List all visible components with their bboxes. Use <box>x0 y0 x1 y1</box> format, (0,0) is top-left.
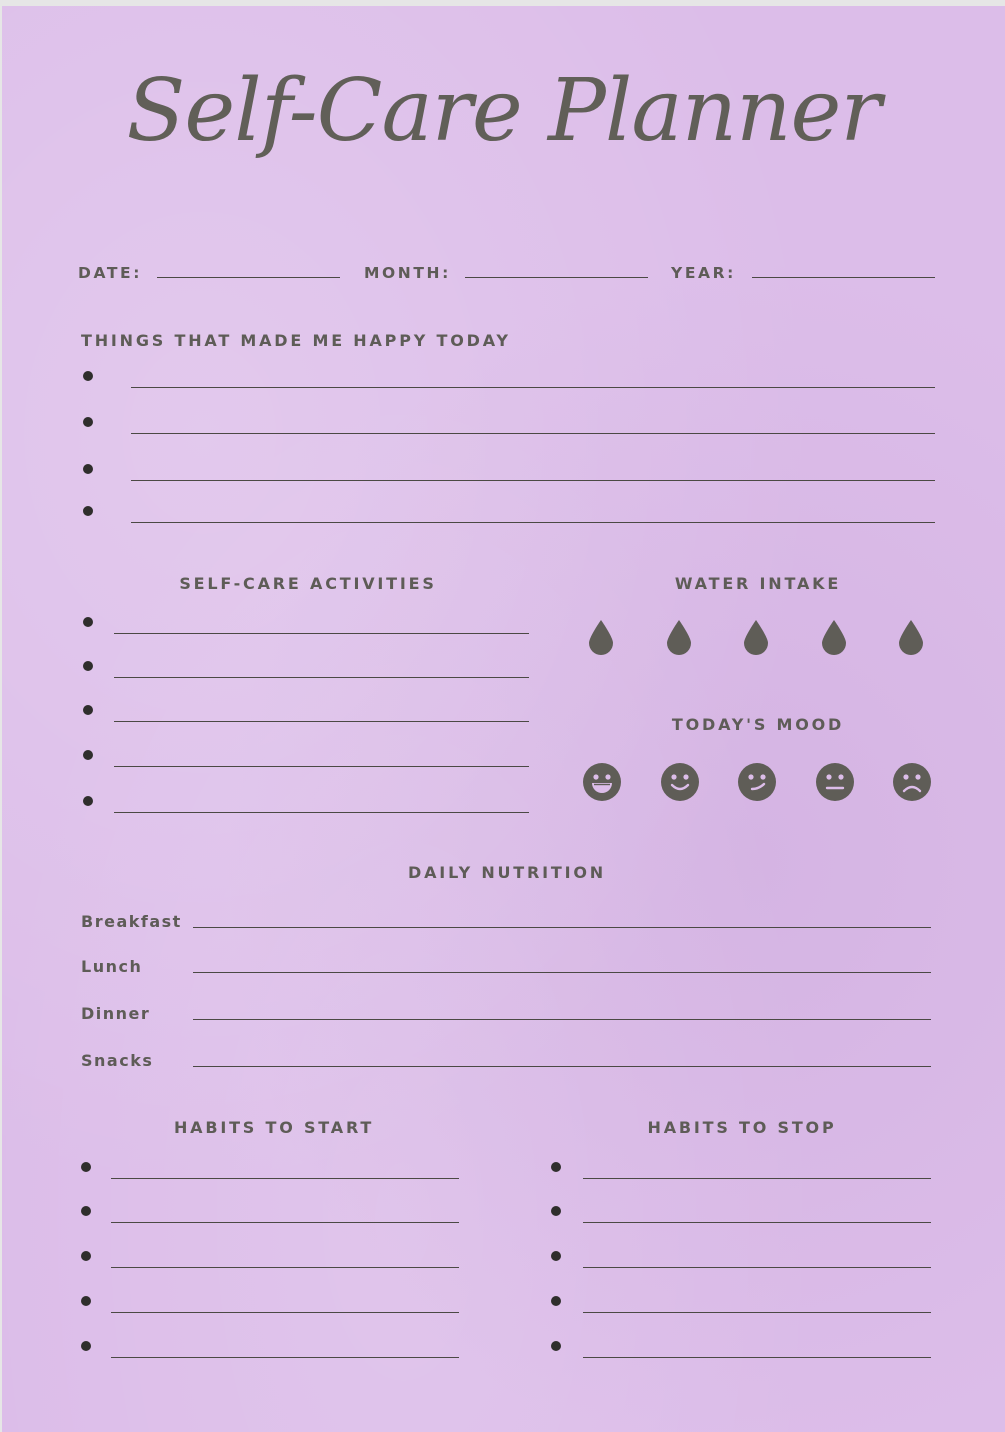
habit-start-item-line[interactable] <box>111 1222 459 1223</box>
happy-item-bullet <box>83 371 93 381</box>
habits-start-heading: HABITS TO START <box>173 1118 375 1137</box>
happy-item-line[interactable] <box>131 387 935 388</box>
frowning-face-icon[interactable] <box>892 762 932 802</box>
habit-start-item-bullet <box>81 1162 91 1172</box>
grinning-face-icon[interactable] <box>582 762 622 802</box>
habit-start-item-bullet <box>81 1206 91 1216</box>
activity-item-line[interactable] <box>114 677 529 678</box>
happy-item-line[interactable] <box>131 522 935 523</box>
activity-item-line[interactable] <box>114 812 529 813</box>
habit-stop-item-line[interactable] <box>583 1178 931 1179</box>
habit-stop-item-line[interactable] <box>583 1312 931 1313</box>
meal-line-breakfast[interactable] <box>193 927 931 928</box>
month-label: MONTH: <box>364 264 451 282</box>
date-label: DATE: <box>78 264 143 282</box>
meal-label-dinner: Dinner <box>81 1004 151 1023</box>
water-drop-icon[interactable] <box>665 619 693 655</box>
habit-start-item-line[interactable] <box>111 1312 459 1313</box>
water-heading: WATER INTAKE <box>674 574 842 593</box>
activity-item-line[interactable] <box>114 633 529 634</box>
habit-start-item-line[interactable] <box>111 1267 459 1268</box>
activity-item-bullet <box>83 617 93 627</box>
habit-stop-item-bullet <box>551 1162 561 1172</box>
habit-start-item-line[interactable] <box>111 1357 459 1358</box>
water-drop-icon[interactable] <box>742 619 770 655</box>
habit-start-item-bullet <box>81 1341 91 1351</box>
nutrition-heading: DAILY NUTRITION <box>408 863 606 882</box>
happy-item-bullet <box>83 417 93 427</box>
meal-line-dinner[interactable] <box>193 1019 931 1020</box>
water-drop-icon[interactable] <box>820 619 848 655</box>
activity-item-line[interactable] <box>114 766 529 767</box>
meal-label-snacks: Snacks <box>81 1051 154 1070</box>
smirking-face-icon[interactable] <box>737 762 777 802</box>
habit-stop-item-bullet <box>551 1206 561 1216</box>
happy-item-line[interactable] <box>131 433 935 434</box>
activity-item-line[interactable] <box>114 721 529 722</box>
planner-page <box>2 6 1005 1432</box>
habit-stop-item-bullet <box>551 1251 561 1261</box>
activity-item-bullet <box>83 796 93 806</box>
activity-item-bullet <box>83 661 93 671</box>
activity-item-bullet <box>83 705 93 715</box>
meal-label-lunch: Lunch <box>81 957 143 976</box>
happy-item-bullet <box>83 506 93 516</box>
habits-stop-heading: HABITS TO STOP <box>647 1118 837 1137</box>
year-label: YEAR: <box>671 264 736 282</box>
habit-stop-item-bullet <box>551 1341 561 1351</box>
month-field[interactable] <box>465 277 648 278</box>
year-field[interactable] <box>752 277 935 278</box>
happy-item-line[interactable] <box>131 480 935 481</box>
habit-stop-item-bullet <box>551 1296 561 1306</box>
activity-item-bullet <box>83 750 93 760</box>
happy-heading: THINGS THAT MADE ME HAPPY TODAY <box>81 331 511 350</box>
meal-line-lunch[interactable] <box>193 972 931 973</box>
habit-start-item-line[interactable] <box>111 1178 459 1179</box>
meal-label-breakfast: Breakfast <box>81 912 182 931</box>
neutral-face-icon[interactable] <box>815 762 855 802</box>
water-drop-icon[interactable] <box>587 619 615 655</box>
habit-stop-item-line[interactable] <box>583 1357 931 1358</box>
page-title: Self-Care Planner <box>126 61 881 161</box>
meal-line-snacks[interactable] <box>193 1066 931 1067</box>
habit-start-item-bullet <box>81 1251 91 1261</box>
habit-stop-item-line[interactable] <box>583 1267 931 1268</box>
date-field[interactable] <box>157 277 340 278</box>
habit-stop-item-line[interactable] <box>583 1222 931 1223</box>
habit-start-item-bullet <box>81 1296 91 1306</box>
happy-item-bullet <box>83 464 93 474</box>
activities-heading: SELF-CARE ACTIVITIES <box>179 574 437 593</box>
smiling-face-icon[interactable] <box>660 762 700 802</box>
mood-heading: TODAY'S MOOD <box>671 715 845 734</box>
water-drop-icon[interactable] <box>897 619 925 655</box>
